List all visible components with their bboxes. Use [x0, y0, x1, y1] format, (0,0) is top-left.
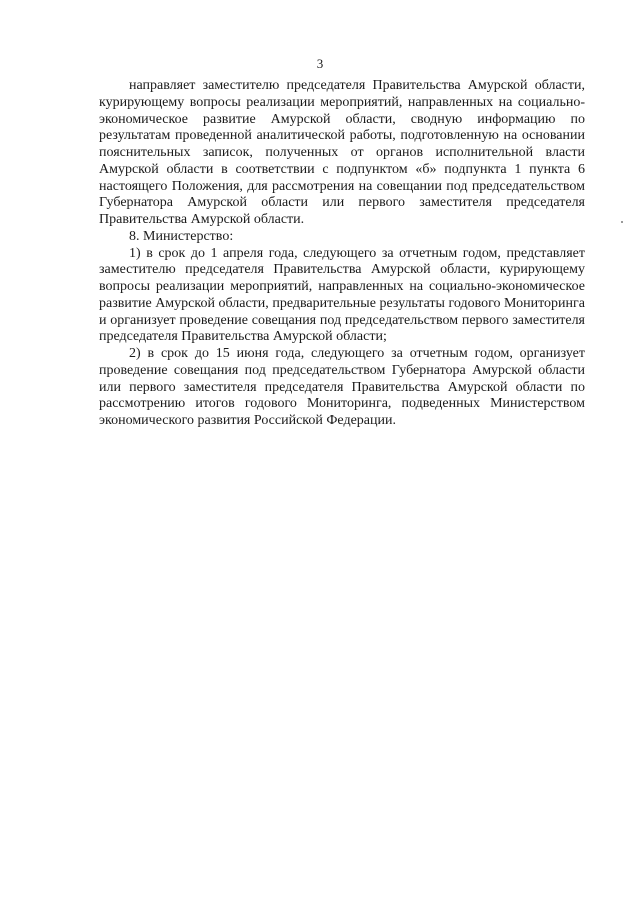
- page-number: 3: [316, 56, 324, 71]
- paragraph-subitem-1: 1) в срок до 1 апреля года, следующего за отчетным годом, представляет заместителю председателя Правительства Амурской области, курирующему вопросы реализации мероприятий, направленных на социально-экономическое развитие Амурской области, предварительные результаты годового Мониторинга и организует проведение совещания под председательством первого заместителя председателя Правительства Амурской области;: [99, 245, 585, 345]
- paragraph-subitem-2: 2) в срок до 15 июня года, следующего за отчетным годом, организует проведение совещания под председательством Губернатора Амурской области или первого заместителя председателя Правительства Амурской области по рассмотрению итогов годового Мониторинга, подведенных Министерством экономического развития Российской Федерации.: [99, 346, 585, 428]
- document-body: [99, 78, 585, 430]
- paragraph-continuation: направляет заместителю председателя Правительства Амурской области, курирующему вопросы реализации мероприятий, направленных на социально-экономическое развитие Амурской области, сводную информацию по результатам проведенной аналитической работы, подготовленную на основании пояснительных записок, полученных от органов исполнительной власти Амурской области в соответствии с подпунктом «б» подпункта 1 пункта 6 настоящего Положения, для рассмотрения на совещании под председательством Губернатора Амурской области или первого заместителя председателя Правительства Амурской области.: [99, 78, 585, 227]
- paragraph-item-8-heading: 8. Министерство:: [129, 228, 234, 244]
- scan-speck: [621, 221, 623, 223]
